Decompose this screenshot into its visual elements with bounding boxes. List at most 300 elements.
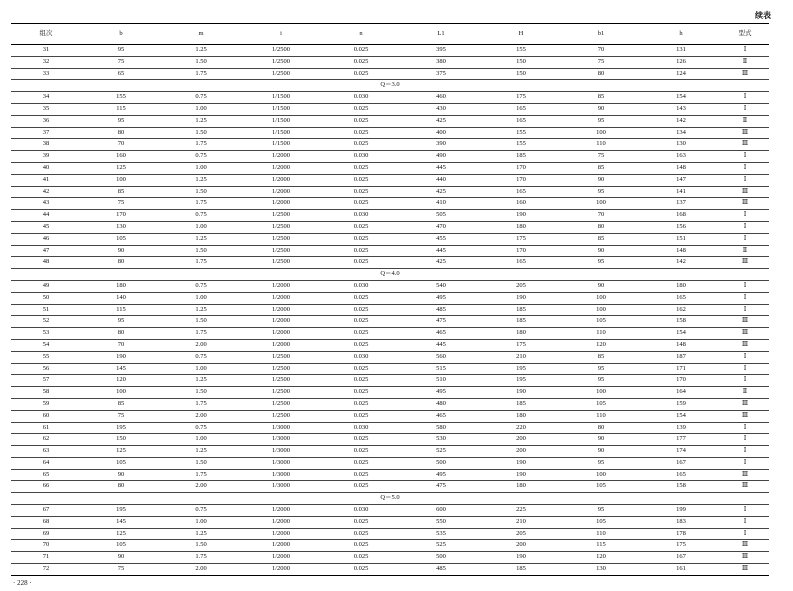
table-cell: 0.025 bbox=[321, 516, 401, 528]
table-cell: 0.025 bbox=[321, 221, 401, 233]
table-cell: 142 bbox=[641, 257, 721, 269]
table-cell: 187 bbox=[641, 351, 721, 363]
table-cell: Ⅲ bbox=[721, 410, 769, 422]
table-cell: 1.00 bbox=[161, 292, 241, 304]
table-cell: 180 bbox=[481, 328, 561, 340]
table-cell: 1/2000 bbox=[241, 162, 321, 174]
table-cell: 1.50 bbox=[161, 540, 241, 552]
table-cell: 39 bbox=[11, 151, 81, 163]
table-cell: 105 bbox=[561, 398, 641, 410]
table-cell: 0.025 bbox=[321, 375, 401, 387]
table-cell: 48 bbox=[11, 257, 81, 269]
col-header-h-upper: H bbox=[481, 24, 561, 45]
table-row bbox=[11, 528, 769, 540]
table-cell: 1/2000 bbox=[241, 328, 321, 340]
table-cell: 100 bbox=[561, 198, 641, 210]
table-cell: 75 bbox=[81, 56, 161, 68]
table-row bbox=[11, 516, 769, 528]
table-cell: 70 bbox=[81, 139, 161, 151]
table-cell: 36 bbox=[11, 115, 81, 127]
table-cell: 445 bbox=[401, 339, 481, 351]
table-cell: 0.025 bbox=[321, 457, 401, 469]
table-cell: 0.025 bbox=[321, 233, 401, 245]
table-row bbox=[11, 56, 769, 68]
table-row bbox=[11, 280, 769, 292]
table-cell: 1.25 bbox=[161, 304, 241, 316]
table-cell: 175 bbox=[481, 233, 561, 245]
table-cell: 185 bbox=[481, 398, 561, 410]
table-cell: 0.025 bbox=[321, 292, 401, 304]
table-row bbox=[11, 198, 769, 210]
table-cell: 90 bbox=[561, 103, 641, 115]
table-cell: 155 bbox=[81, 92, 161, 104]
table-cell: Ⅲ bbox=[721, 540, 769, 552]
table-cell: 410 bbox=[401, 198, 481, 210]
col-header-b: b bbox=[81, 24, 161, 45]
table-cell: 71 bbox=[11, 552, 81, 564]
table-cell: 70 bbox=[561, 210, 641, 222]
table-cell: 85 bbox=[561, 92, 641, 104]
table-cell: 1/3000 bbox=[241, 481, 321, 493]
table-cell: 100 bbox=[561, 387, 641, 399]
table-cell: 375 bbox=[401, 68, 481, 80]
table-cell: 45 bbox=[11, 221, 81, 233]
table-cell: 151 bbox=[641, 233, 721, 245]
col-header-group: 组次 bbox=[11, 24, 81, 45]
table-cell: 75 bbox=[81, 410, 161, 422]
table-cell: 0.025 bbox=[321, 127, 401, 139]
table-cell: 0.025 bbox=[321, 339, 401, 351]
table-cell: 1.50 bbox=[161, 127, 241, 139]
table-cell: 175 bbox=[641, 540, 721, 552]
table-cell: 225 bbox=[481, 505, 561, 517]
table-cell: 1.50 bbox=[161, 457, 241, 469]
table-cell: 495 bbox=[401, 292, 481, 304]
table-cell: 64 bbox=[11, 457, 81, 469]
table-row bbox=[11, 221, 769, 233]
table-cell: Ⅰ bbox=[721, 162, 769, 174]
table-cell: 80 bbox=[81, 257, 161, 269]
table-cell: 1/2500 bbox=[241, 375, 321, 387]
table-cell: 1.25 bbox=[161, 233, 241, 245]
table-cell: Ⅰ bbox=[721, 304, 769, 316]
table-row bbox=[11, 210, 769, 222]
table-cell: 0.025 bbox=[321, 174, 401, 186]
table-cell: 470 bbox=[401, 221, 481, 233]
table-cell: 0.025 bbox=[321, 162, 401, 174]
table-cell: 1.50 bbox=[161, 245, 241, 257]
table-cell: 32 bbox=[11, 56, 81, 68]
table-cell: 105 bbox=[561, 481, 641, 493]
table-cell: Ⅲ bbox=[721, 139, 769, 151]
table-cell: 70 bbox=[81, 339, 161, 351]
table-cell: 134 bbox=[641, 127, 721, 139]
table-cell: 540 bbox=[401, 280, 481, 292]
table-cell: Ⅰ bbox=[721, 363, 769, 375]
col-header-l1: L1 bbox=[401, 24, 481, 45]
table-cell: 1.50 bbox=[161, 387, 241, 399]
table-cell: 2.00 bbox=[161, 481, 241, 493]
table-cell: 164 bbox=[641, 387, 721, 399]
table-cell: 1/2000 bbox=[241, 280, 321, 292]
table-cell: 85 bbox=[81, 186, 161, 198]
table-cell: 1/2000 bbox=[241, 186, 321, 198]
table-cell: 43 bbox=[11, 198, 81, 210]
table-cell: 100 bbox=[561, 304, 641, 316]
table-cell: 130 bbox=[561, 564, 641, 576]
table-cell: 180 bbox=[81, 280, 161, 292]
table-cell: 1.00 bbox=[161, 363, 241, 375]
table-cell: 0.75 bbox=[161, 422, 241, 434]
table-cell: 505 bbox=[401, 210, 481, 222]
table-cell: 460 bbox=[401, 92, 481, 104]
table-row bbox=[11, 151, 769, 163]
table-cell: 1/2500 bbox=[241, 233, 321, 245]
table-cell: Ⅰ bbox=[721, 422, 769, 434]
table-cell: 85 bbox=[81, 398, 161, 410]
table-cell: 0.75 bbox=[161, 210, 241, 222]
table-cell: 183 bbox=[641, 516, 721, 528]
table-cell: 0.025 bbox=[321, 139, 401, 151]
table-cell: 90 bbox=[561, 280, 641, 292]
table-row bbox=[11, 339, 769, 351]
table-cell: 170 bbox=[641, 375, 721, 387]
table-row bbox=[11, 375, 769, 387]
table-cell: 1/2500 bbox=[241, 410, 321, 422]
table-cell: 105 bbox=[561, 516, 641, 528]
table-cell: Ⅰ bbox=[721, 528, 769, 540]
table-cell: 38 bbox=[11, 139, 81, 151]
table-cell: 126 bbox=[641, 56, 721, 68]
table-cell: 90 bbox=[81, 469, 161, 481]
table-cell: Ⅰ bbox=[721, 446, 769, 458]
table-cell: 170 bbox=[481, 245, 561, 257]
table-cell: 180 bbox=[481, 481, 561, 493]
table-cell: 165 bbox=[481, 115, 561, 127]
table-cell: 52 bbox=[11, 316, 81, 328]
col-header-type: 型式 bbox=[721, 24, 769, 45]
table-cell: 1/3000 bbox=[241, 469, 321, 481]
table-cell: 500 bbox=[401, 552, 481, 564]
header-row bbox=[11, 24, 769, 45]
table-row bbox=[11, 457, 769, 469]
table-cell: 0.025 bbox=[321, 387, 401, 399]
table-cell: 90 bbox=[561, 245, 641, 257]
table-cell: 158 bbox=[641, 481, 721, 493]
table-cell: 177 bbox=[641, 434, 721, 446]
table-cell: 105 bbox=[81, 233, 161, 245]
table-cell: 1/2500 bbox=[241, 221, 321, 233]
table-cell: 150 bbox=[81, 434, 161, 446]
table-cell: 170 bbox=[481, 162, 561, 174]
table-cell: 1.75 bbox=[161, 469, 241, 481]
table-cell: 1.75 bbox=[161, 398, 241, 410]
table-cell: Ⅰ bbox=[721, 210, 769, 222]
table-cell: 1/2500 bbox=[241, 45, 321, 57]
table-cell: 180 bbox=[481, 221, 561, 233]
table-cell: 475 bbox=[401, 481, 481, 493]
table-cell: 165 bbox=[641, 469, 721, 481]
table-cell: 148 bbox=[641, 339, 721, 351]
table-cell: 0.030 bbox=[321, 92, 401, 104]
section-row bbox=[11, 493, 769, 505]
table-cell: Ⅲ bbox=[721, 257, 769, 269]
table-cell: 180 bbox=[641, 280, 721, 292]
table-cell: 0.030 bbox=[321, 351, 401, 363]
table-cell: 1/2000 bbox=[241, 564, 321, 576]
table-row bbox=[11, 363, 769, 375]
table-cell: 95 bbox=[561, 505, 641, 517]
table-cell: 54 bbox=[11, 339, 81, 351]
table-cell: 485 bbox=[401, 564, 481, 576]
table-cell: 160 bbox=[81, 151, 161, 163]
table-cell: 174 bbox=[641, 446, 721, 458]
table-cell: 56 bbox=[11, 363, 81, 375]
table-cell: 1.25 bbox=[161, 174, 241, 186]
table-cell: 95 bbox=[81, 45, 161, 57]
table-cell: 425 bbox=[401, 257, 481, 269]
table-cell: 425 bbox=[401, 115, 481, 127]
table-cell: 1/2000 bbox=[241, 198, 321, 210]
table-cell: 80 bbox=[81, 481, 161, 493]
table-cell: 137 bbox=[641, 198, 721, 210]
table-cell: 1.50 bbox=[161, 56, 241, 68]
table-cell: 525 bbox=[401, 540, 481, 552]
table-cell: 480 bbox=[401, 398, 481, 410]
table-row bbox=[11, 304, 769, 316]
table-cell: 165 bbox=[481, 186, 561, 198]
table-cell: 80 bbox=[561, 422, 641, 434]
table-cell: 110 bbox=[561, 139, 641, 151]
table-cell: 1/1500 bbox=[241, 103, 321, 115]
table-cell: 154 bbox=[641, 410, 721, 422]
table-cell: 100 bbox=[561, 292, 641, 304]
table-cell: 155 bbox=[481, 139, 561, 151]
table-cell: 1.75 bbox=[161, 257, 241, 269]
table-cell: 0.030 bbox=[321, 280, 401, 292]
table-cell: 44 bbox=[11, 210, 81, 222]
table-cell: 130 bbox=[81, 221, 161, 233]
table-row bbox=[11, 328, 769, 340]
table-cell: 163 bbox=[641, 151, 721, 163]
table-cell: 1.50 bbox=[161, 316, 241, 328]
table-cell: 31 bbox=[11, 45, 81, 57]
table-cell: 165 bbox=[641, 292, 721, 304]
table-row bbox=[11, 469, 769, 481]
table-cell: 0.75 bbox=[161, 280, 241, 292]
data-table bbox=[11, 23, 769, 576]
table-row bbox=[11, 292, 769, 304]
table-cell: 220 bbox=[481, 422, 561, 434]
table-cell: 1/1500 bbox=[241, 127, 321, 139]
table-cell: 1.75 bbox=[161, 68, 241, 80]
table-cell: 95 bbox=[561, 257, 641, 269]
table-cell: 0.025 bbox=[321, 257, 401, 269]
table-cell: 95 bbox=[561, 186, 641, 198]
table-cell: 0.025 bbox=[321, 552, 401, 564]
table-cell: 95 bbox=[561, 115, 641, 127]
table-cell: Ⅰ bbox=[721, 103, 769, 115]
table-cell: 1/2000 bbox=[241, 151, 321, 163]
table-cell: 1/2500 bbox=[241, 257, 321, 269]
table-cell: Ⅲ bbox=[721, 564, 769, 576]
table-row bbox=[11, 68, 769, 80]
table-cell: 1/2000 bbox=[241, 540, 321, 552]
table-row bbox=[11, 564, 769, 576]
table-cell: 148 bbox=[641, 162, 721, 174]
table-cell: 158 bbox=[641, 316, 721, 328]
table-cell: Ⅲ bbox=[721, 127, 769, 139]
table-cell: 1/3000 bbox=[241, 446, 321, 458]
table-cell: 2.00 bbox=[161, 410, 241, 422]
table-cell: 1/3000 bbox=[241, 422, 321, 434]
table-row bbox=[11, 481, 769, 493]
table-cell: 139 bbox=[641, 422, 721, 434]
table-cell: Ⅱ bbox=[721, 56, 769, 68]
table-cell: 515 bbox=[401, 363, 481, 375]
table-cell: 1/2000 bbox=[241, 304, 321, 316]
table-cell: Ⅰ bbox=[721, 516, 769, 528]
table-cell: 141 bbox=[641, 186, 721, 198]
table-cell: Ⅰ bbox=[721, 92, 769, 104]
table-cell: 440 bbox=[401, 174, 481, 186]
table-row bbox=[11, 410, 769, 422]
table-cell: 125 bbox=[81, 446, 161, 458]
table-cell: 65 bbox=[81, 68, 161, 80]
table-cell: 75 bbox=[81, 564, 161, 576]
table-cell: 490 bbox=[401, 151, 481, 163]
table-row bbox=[11, 92, 769, 104]
table-cell: 143 bbox=[641, 103, 721, 115]
table-cell: Ⅰ bbox=[721, 457, 769, 469]
table-cell: 445 bbox=[401, 245, 481, 257]
table-cell: 53 bbox=[11, 328, 81, 340]
table-cell: 0.025 bbox=[321, 363, 401, 375]
table-cell: 125 bbox=[81, 528, 161, 540]
table-cell: 455 bbox=[401, 233, 481, 245]
table-cell: Ⅰ bbox=[721, 233, 769, 245]
table-cell: Ⅰ bbox=[721, 505, 769, 517]
table-cell: 1/3000 bbox=[241, 434, 321, 446]
table-cell: 178 bbox=[641, 528, 721, 540]
table-cell: Ⅲ bbox=[721, 398, 769, 410]
table-cell: 95 bbox=[81, 316, 161, 328]
table-cell: 0.030 bbox=[321, 151, 401, 163]
table-cell: 155 bbox=[481, 127, 561, 139]
table-cell: 0.025 bbox=[321, 198, 401, 210]
table-cell: 1/2000 bbox=[241, 339, 321, 351]
table-cell: 0.025 bbox=[321, 469, 401, 481]
table-cell: 1/2000 bbox=[241, 516, 321, 528]
table-cell: Ⅰ bbox=[721, 292, 769, 304]
col-header-h: h bbox=[641, 24, 721, 45]
table-cell: 124 bbox=[641, 68, 721, 80]
table-cell: 190 bbox=[481, 210, 561, 222]
table-cell: 0.025 bbox=[321, 434, 401, 446]
table-cell: 0.025 bbox=[321, 115, 401, 127]
table-cell: 160 bbox=[481, 198, 561, 210]
table-cell: 485 bbox=[401, 304, 481, 316]
table-cell: 130 bbox=[641, 139, 721, 151]
table-cell: 33 bbox=[11, 68, 81, 80]
table-cell: 105 bbox=[81, 457, 161, 469]
table-cell: 100 bbox=[81, 174, 161, 186]
table-cell: 167 bbox=[641, 457, 721, 469]
table-row bbox=[11, 540, 769, 552]
section-label: Q＝5.0 bbox=[11, 493, 769, 505]
table-cell: 175 bbox=[481, 339, 561, 351]
table-cell: 42 bbox=[11, 186, 81, 198]
table-cell: 35 bbox=[11, 103, 81, 115]
table-cell: 165 bbox=[481, 257, 561, 269]
table-cell: 80 bbox=[81, 127, 161, 139]
table-cell: 560 bbox=[401, 351, 481, 363]
table-row bbox=[11, 45, 769, 57]
table-cell: 0.025 bbox=[321, 540, 401, 552]
table-cell: 190 bbox=[481, 292, 561, 304]
table-cell: 0.025 bbox=[321, 528, 401, 540]
table-cell: 195 bbox=[81, 422, 161, 434]
table-cell: 195 bbox=[481, 375, 561, 387]
table-cell: 550 bbox=[401, 516, 481, 528]
table-cell: 90 bbox=[561, 434, 641, 446]
table-cell: 110 bbox=[561, 328, 641, 340]
table-cell: 190 bbox=[481, 387, 561, 399]
table-cell: 120 bbox=[81, 375, 161, 387]
table-cell: 46 bbox=[11, 233, 81, 245]
table-cell: 0.030 bbox=[321, 422, 401, 434]
table-cell: 65 bbox=[11, 469, 81, 481]
table-cell: 1.00 bbox=[161, 434, 241, 446]
table-cell: 0.75 bbox=[161, 92, 241, 104]
table-cell: 100 bbox=[81, 387, 161, 399]
table-cell: 62 bbox=[11, 434, 81, 446]
table-cell: 380 bbox=[401, 56, 481, 68]
table-cell: 75 bbox=[561, 151, 641, 163]
table-cell: 115 bbox=[561, 540, 641, 552]
table-cell: 1.75 bbox=[161, 198, 241, 210]
table-cell: 131 bbox=[641, 45, 721, 57]
table-cell: 185 bbox=[481, 151, 561, 163]
table-cell: Ⅰ bbox=[721, 151, 769, 163]
table-cell: 195 bbox=[81, 505, 161, 517]
table-cell: 2.00 bbox=[161, 564, 241, 576]
table-row bbox=[11, 186, 769, 198]
table-cell: 1/2500 bbox=[241, 245, 321, 257]
table-cell: 1.25 bbox=[161, 446, 241, 458]
table-row bbox=[11, 139, 769, 151]
table-cell: 148 bbox=[641, 245, 721, 257]
table-cell: Ⅱ bbox=[721, 387, 769, 399]
table-cell: 145 bbox=[81, 363, 161, 375]
table-row bbox=[11, 233, 769, 245]
table-row bbox=[11, 162, 769, 174]
table-cell: 105 bbox=[561, 316, 641, 328]
page-number: · 228 · bbox=[13, 579, 32, 587]
table-cell: 580 bbox=[401, 422, 481, 434]
table-cell: 90 bbox=[81, 245, 161, 257]
table-cell: 2.00 bbox=[161, 339, 241, 351]
table-cell: 1.75 bbox=[161, 328, 241, 340]
table-cell: Ⅲ bbox=[721, 328, 769, 340]
table-cell: 90 bbox=[81, 552, 161, 564]
table-cell: 0.025 bbox=[321, 68, 401, 80]
table-cell: 171 bbox=[641, 363, 721, 375]
table-cell: Ⅲ bbox=[721, 186, 769, 198]
table-cell: 60 bbox=[11, 410, 81, 422]
table-cell: 110 bbox=[561, 528, 641, 540]
table-cell: 161 bbox=[641, 564, 721, 576]
